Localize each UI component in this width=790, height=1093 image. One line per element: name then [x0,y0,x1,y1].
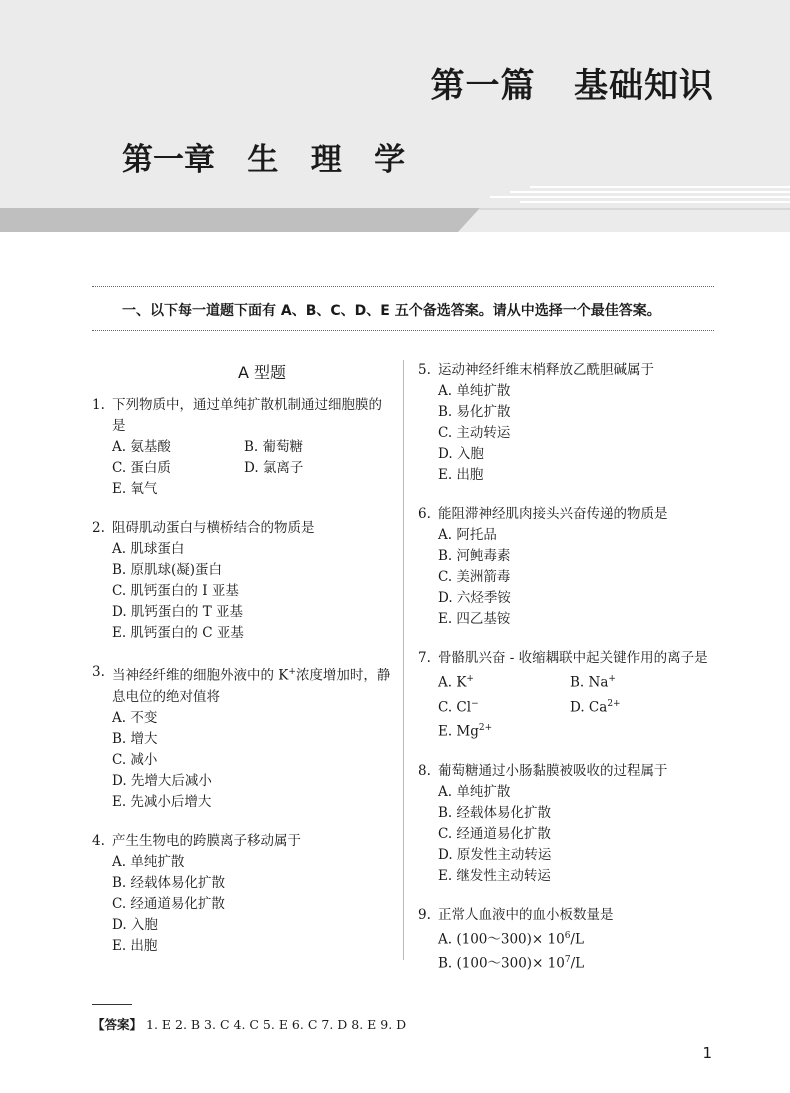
header-slant-decoration [0,208,790,232]
question-3 [92,662,392,813]
question-number: 2. [92,520,105,536]
option-a: A. 氨基酸 [112,439,171,455]
question-stem: 能阻滞神经肌肉接头兴奋传递的物质是 [438,506,668,522]
question-stem: 运动神经纤维末梢释放乙酰胆碱属于 [438,362,654,378]
option-b: B. 增大 [112,730,158,747]
option-b: B. 河鲀毒素 [438,548,511,564]
option-a: A. K+ [438,674,474,691]
option-c: C. 美洲箭毒 [438,569,511,585]
option-c: C. 主动转运 [438,425,511,441]
option-d: D. 先增大后减小 [112,772,212,789]
question-number: 5. [418,362,431,378]
part-title: 第一篇 基础知识 [430,66,714,106]
question-stem: 葡萄糖通过小肠黏膜被吸收的过程属于 [438,762,668,779]
footnote-rule [92,1004,132,1005]
instruction-bottom-rule [92,330,714,331]
option-b: B. 葡萄糖 [244,439,304,455]
option-d: D. $Ca^{2+}$ [570,698,621,715]
question-2 [92,518,392,644]
option-b: B. 经载体易化扩散 [112,874,226,891]
option-c: C. 蛋白质 [112,460,171,476]
question-5 [418,360,718,486]
option-a: A. 肌球蛋白 [112,541,185,557]
right-column [418,360,718,993]
question-stem: 阻碍肌动蛋白与横桥结合的物质是 [112,520,315,536]
option-a: A. 单纯扩散 [438,383,511,399]
question-stem: 骨骼肌兴奋 - 收缩耦联中起关键作用的离子是 [438,650,708,666]
column-divider [403,360,404,960]
option-e: E. 出胞 [112,937,158,954]
option-c: C. Cl− [438,698,479,715]
question-7 [418,648,718,743]
option-c: C. 经通道易化扩散 [112,895,225,912]
answer-key-text: 1. E 2. B 3. C 4. C 5. E 6. C 7. D 8. E 9. D [146,1017,407,1032]
option-e: E. 先减小后增大 [112,793,212,810]
option-a: A. 单纯扩散 [112,853,185,870]
option-e: E. 继发性主动转运 [438,867,551,884]
option-b: B. (100～300)× $10^7/L$ [438,955,585,972]
option-e: E. 四乙基铵 [438,611,511,627]
option-b: B. 易化扩散 [438,404,511,420]
option-d: D. 入胞 [438,446,484,462]
option-d: D. 原发性主动转运 [438,846,552,863]
section-title: A 型题 [237,363,287,382]
question-9 [418,905,718,975]
answer-key [92,1015,406,1033]
option-c: C. 减小 [112,751,158,768]
question-number: 3. [92,664,105,680]
question-number: 8. [418,762,431,779]
option-d: D. 氯离子 [244,460,304,476]
question-stem: 产生生物电的跨膜离子移动属于 [112,832,301,849]
instruction-text: 一、以下每一道题下面有 A、B、C、D、E 五个备选答案。请从中选择一个最佳答案。 [122,303,661,319]
option-e: E. 肌钙蛋白的 C 亚基 [112,625,244,641]
option-d: D. 六烃季铵 [438,590,511,606]
question-stem: 下列物质中，通过单纯扩散机制通过细胞膜的是 [112,397,382,434]
question-stem: 正常人血液中的血小板数量是 [438,906,614,923]
question-number: 7. [418,650,431,666]
option-b: B. 原肌球(凝)蛋白 [112,562,223,578]
question-number: 6. [418,506,431,522]
option-a: A. 阿托品 [438,527,497,543]
option-a: A. 单纯扩散 [438,783,511,800]
question-number: 1. [92,397,105,413]
question-number: 4. [92,832,105,849]
question-stem: 当神经纤维的细胞外液中的 K+浓度增加时，静息电位的绝对值将 [112,667,391,705]
question-1 [92,395,392,500]
question-8 [418,761,718,887]
option-d: D. 肌钙蛋白的 T 亚基 [112,604,244,620]
instruction-top-rule [92,286,714,287]
option-e: E. 出胞 [438,467,484,483]
option-a: A. 不变 [112,709,158,726]
option-e: E. $Mg^{2+}$ [438,723,493,740]
option-e: E. 氧气 [112,481,158,497]
question-6 [418,504,718,630]
page-number: 1 [702,1044,712,1062]
option-c: C. 肌钙蛋白的 I 亚基 [112,583,239,599]
question-number: 9. [418,906,431,923]
chapter-title: 第一章 生 理 学 [122,142,406,178]
option-b: B. Na+ [570,674,616,691]
question-4 [92,831,392,957]
answer-key-label: 【答案】 [92,1017,143,1032]
option-d: D. 入胞 [112,916,158,933]
option-c: C. 经通道易化扩散 [438,825,551,842]
option-b: B. 经载体易化扩散 [438,804,552,821]
option-a: A. (100～300)× $10^6/L$ [438,930,584,947]
left-column [92,360,392,975]
header-stripes-decoration [490,186,790,208]
